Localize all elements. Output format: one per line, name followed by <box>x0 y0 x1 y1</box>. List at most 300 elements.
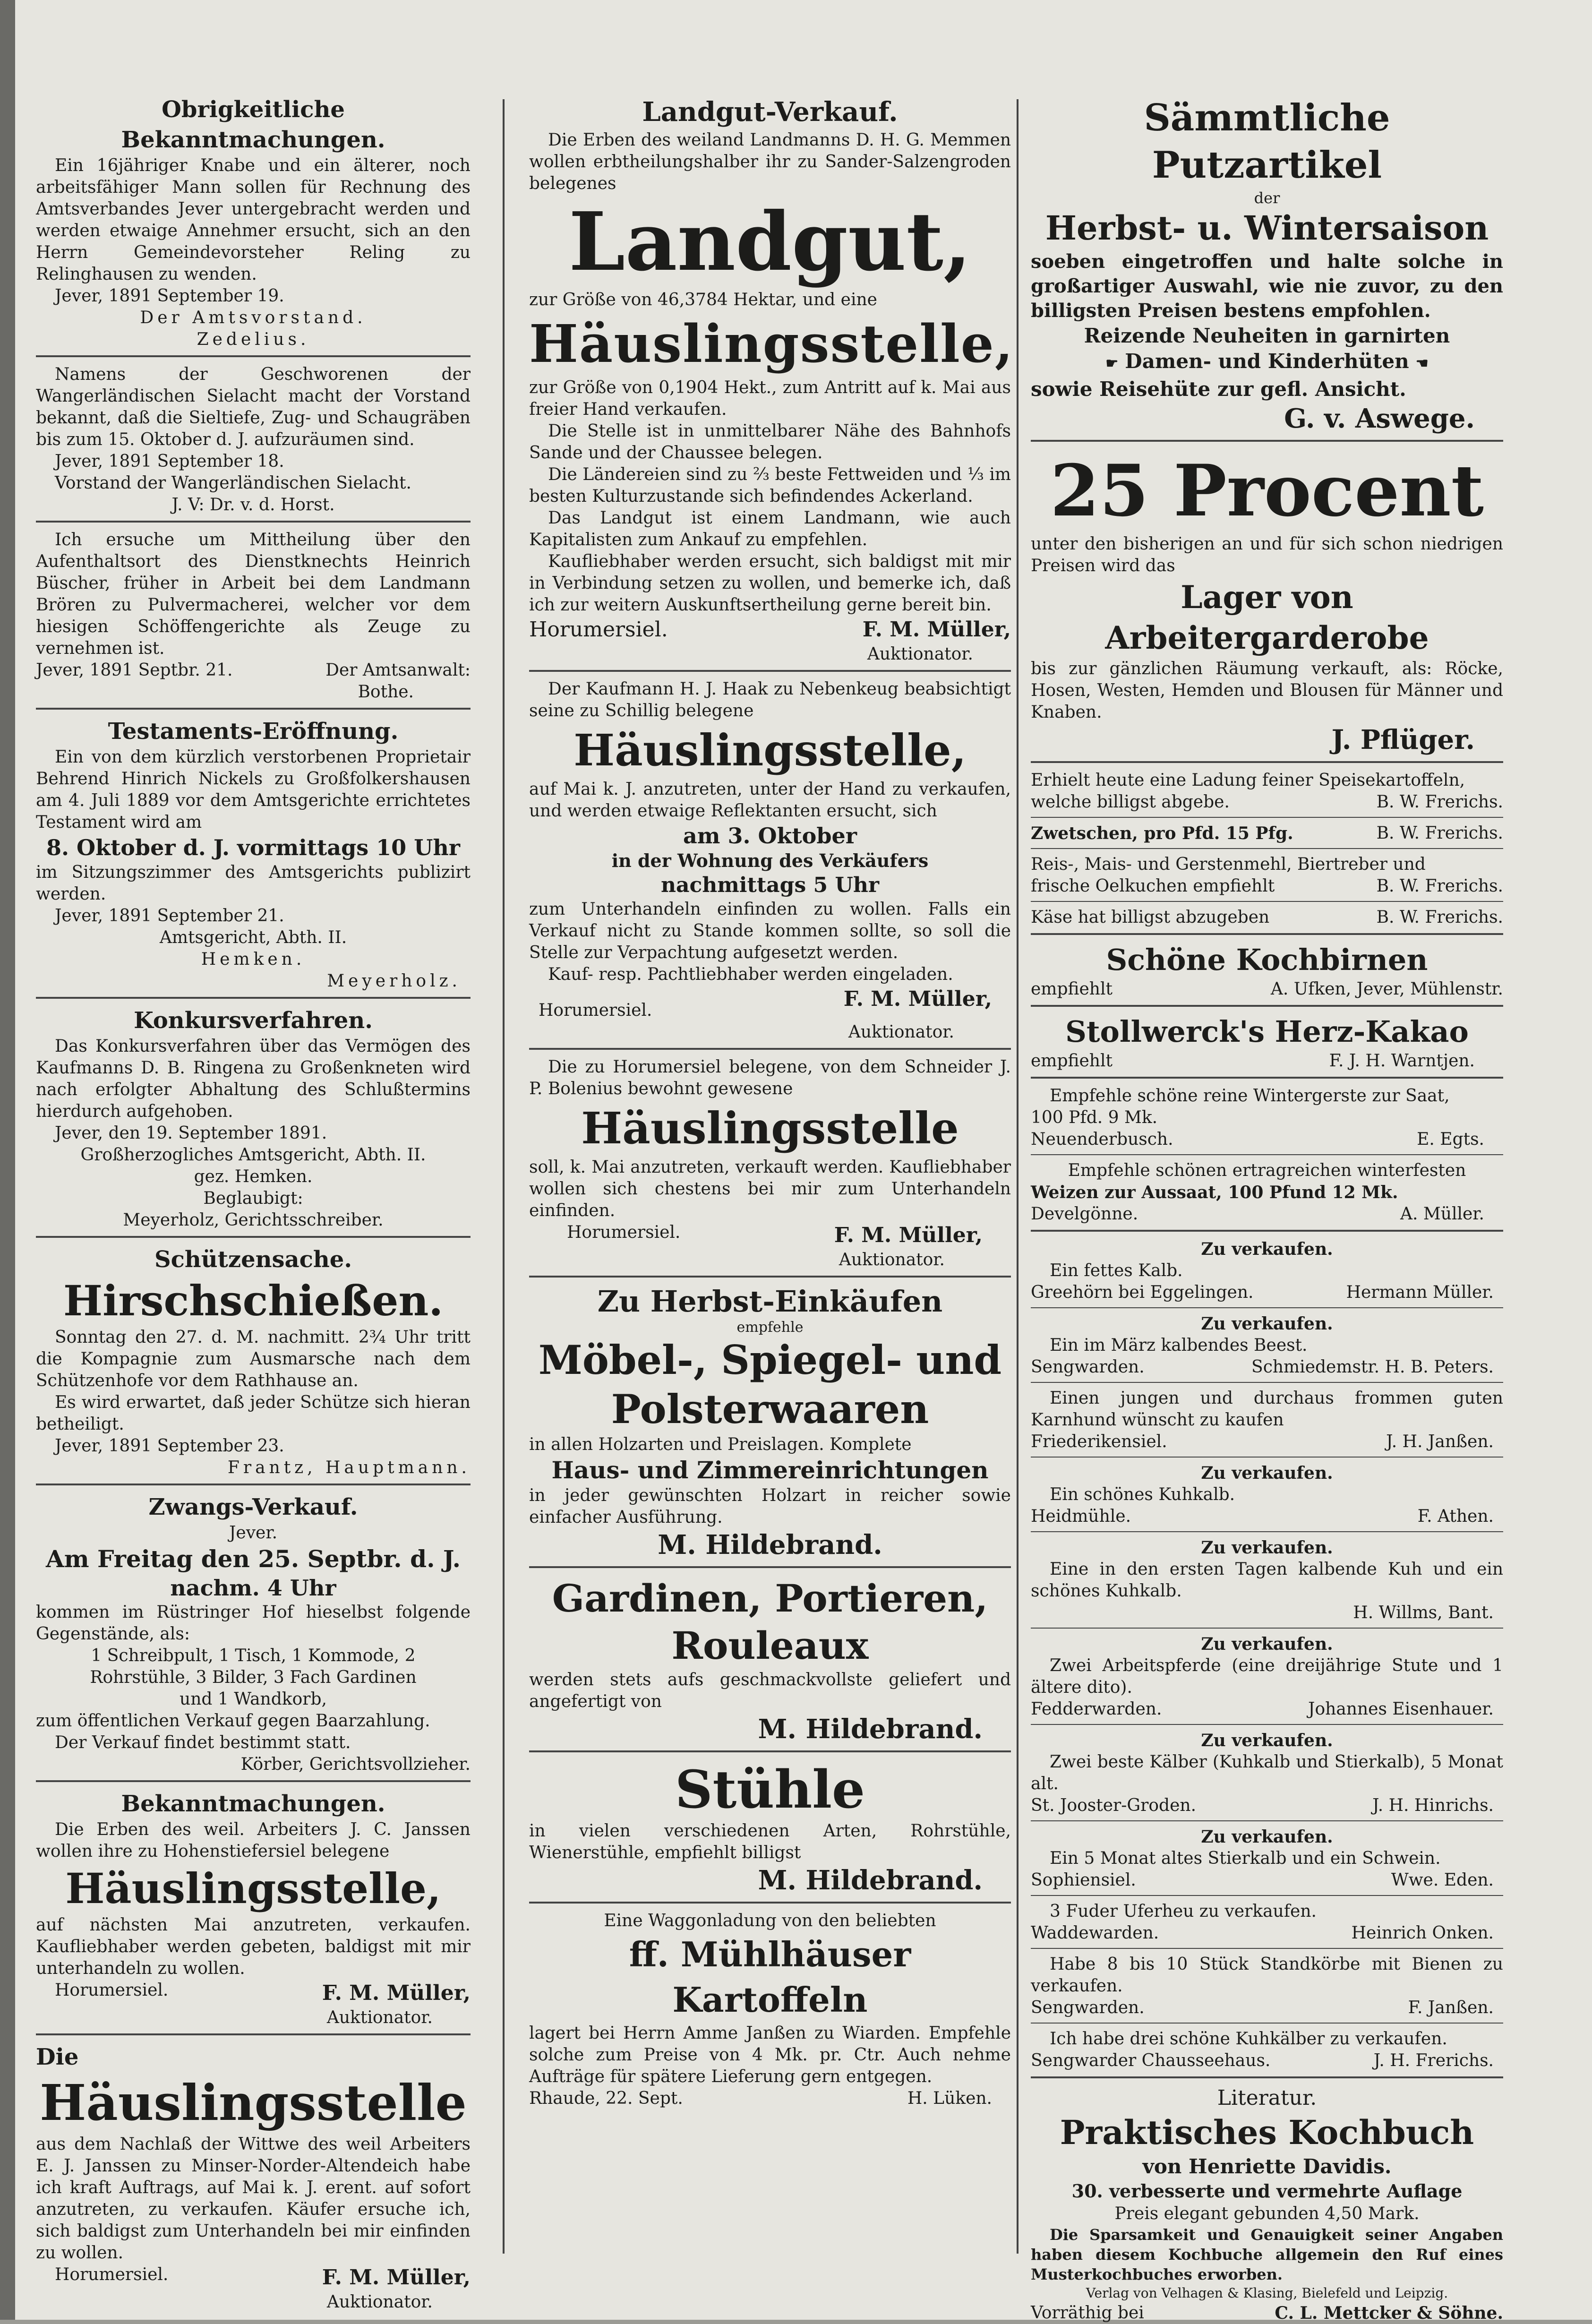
ad-line: Reizende Neuheiten in garnirten <box>1084 324 1450 347</box>
ad-signature-row <box>1031 2050 1503 2072</box>
ad-furniture <box>529 1284 1011 1561</box>
ad-date: Jever, 1891 September 21. <box>55 906 284 926</box>
ad-official-notices <box>36 94 471 351</box>
ad-text: soll, k. Mai anzutreten, verkauft werden. Kaufliebhaber wollen sich chestens bei mir zum Unterhandeln einfinden. <box>529 1158 1011 1220</box>
ad-line: sowie Reisehüte zur gefl. Ansicht. <box>1031 377 1406 401</box>
ad-text: lagert bei Herrn Amme Janßen zu Wiarden. Empfehle solche zum Preise von 4 Mk. pr. Ctr. Auch nehme Aufträge für spätere Lieferung gern entgegen. <box>529 2024 1011 2086</box>
ad-text: bis zur gänzlichen Räumung verkauft, als: Röcke, Hosen, Westen, Hemden und Blousen für Männer und Knaben. <box>1031 659 1503 722</box>
ad-items: Rohrstühle, 3 Bilder, 3 Fach Gardinen <box>90 1668 417 1687</box>
ad-title: Zu verkaufen. <box>1201 1827 1333 1847</box>
ad-curtains <box>529 1575 1011 1746</box>
list-item <box>1031 1462 1503 1527</box>
ad-cookbook <box>1031 2085 1503 2324</box>
ad-signature: F. Janßen. <box>1408 1998 1494 2017</box>
column-1 <box>36 94 471 2313</box>
ad-line: Zwetschen, pro Pfd. 15 Pfg. <box>1031 823 1293 843</box>
ad-signature-row <box>1031 978 1503 1000</box>
ad-date: am 3. Oktober <box>683 823 857 849</box>
ad-items: und 1 Wandkorb, <box>180 1689 327 1709</box>
ad-headline: Schöne Kochbirnen <box>1106 943 1428 977</box>
ad-text: werden stets aufs geschmackvollste geliefert und angefertigt von <box>529 1670 1011 1711</box>
divider <box>1031 440 1503 442</box>
ad-text: in jeder gewünschten Holzart in reicher sowie einfacher Ausführung. <box>529 1486 1011 1527</box>
ad-text: Sonntag den 27. d. M. nachmitt. 2¾ Uhr tritt die Kompagnie zum Ausmarsche nach dem Schützenhofe vor dem Rathhause an. <box>36 1328 471 1390</box>
pointing-hand-right-icon: ☛ <box>1105 355 1119 372</box>
ad-title: Konkursverfahren. <box>134 1007 373 1034</box>
ad-headline: ff. Mühlhäuser Kartoffeln <box>629 1934 911 2020</box>
ad-signature: M. Hildebrand. <box>758 1714 983 1745</box>
ad-text: kommen im Rüstringer Hof hieselbst folgende Gegenstände, als: <box>36 1603 471 1644</box>
ad-date: Jever, den 19. September 1891. <box>55 1123 327 1143</box>
ad-text: in allen Holzarten und Preislagen. Komplete <box>529 1435 912 1454</box>
ad-signature-row <box>1031 1282 1503 1303</box>
ad-line: 100 Pfd. 9 Mk. <box>1031 1108 1158 1127</box>
ad-potatoes <box>529 1910 1011 2110</box>
ad-signature-row <box>1031 1356 1503 1378</box>
divider <box>1031 1895 1503 1896</box>
ad-signature: E. Egts. <box>1417 1130 1484 1149</box>
ad-line: empfiehlt <box>1031 1051 1113 1071</box>
ad-signature: F. M. Müller, <box>862 617 1011 642</box>
ad-signature-row <box>529 1222 1011 1249</box>
divider <box>1031 1820 1503 1821</box>
ad-text: zur Größe von 46,3784 Hektar, und eine <box>529 290 877 309</box>
divider <box>529 1902 1011 1904</box>
ad-role: Auktionator. <box>326 2292 433 2312</box>
ad-signature: F. M. Müller, <box>322 1981 471 2005</box>
ad-text: unter den bisherigen an und für sich schon niedrigen Preisen wird das <box>1031 534 1503 575</box>
ad-signature-row <box>1031 1050 1503 1072</box>
ad-pears <box>1031 942 1503 1000</box>
ad-role: Auktionator. <box>848 1022 954 1042</box>
ad-line: empfiehlt <box>1031 979 1113 999</box>
ad-haak <box>529 678 1011 1043</box>
ad-signature: B. W. Frerichs. <box>1376 876 1503 896</box>
ad-headline: Praktisches Kochbuch <box>1060 2113 1474 2152</box>
ad-title: Testaments-Eröffnung. <box>108 718 399 745</box>
divider <box>1031 1724 1503 1725</box>
ad-title: Literatur. <box>1217 2086 1317 2110</box>
ad-millinery <box>1031 94 1503 435</box>
ad-signature: B. W. Frerichs. <box>1376 792 1503 812</box>
divider <box>529 1276 1011 1278</box>
ad-signature: J. V: Dr. v. d. Horst. <box>171 495 335 515</box>
divider <box>1031 933 1503 935</box>
ad-text: Das Konkursverfahren über das Vermögen des Kaufmanns D. B. Ringena zu Großenkneten wird nach erfolgter Abhaltung des Schlußtermins hierdurch aufgehoben. <box>36 1037 471 1121</box>
ad-text: zur Größe von 0,1904 Hekt., zum Antritt auf k. Mai aus freier Hand verkaufen. <box>529 378 1011 419</box>
ad-date: Jever, 1891 September 19. <box>55 286 284 306</box>
ad-bolenius <box>529 1056 1011 1271</box>
ad-text: Zwei beste Kälber (Kuhkalb und Stierkalb), 5 Monat alt. <box>1031 1752 1503 1793</box>
ad-text: aus dem Nachlaß der Wittwe des weil Arbeiters E. J. Janssen zu Minser-Norder-Altendeich habe ich kraft Auftrags, auf Mai k. J. erent. auf sofort anzutreten, zu verkaufen. Käufer ersuche ich, sich baldigst zum Unterhandeln bei mir einfinden zu wollen. <box>36 2135 471 2263</box>
ad-landgut <box>529 94 1014 665</box>
ad-line: frische Oelkuchen empfiehlt <box>1031 876 1275 896</box>
ad-shooting-club <box>36 1244 471 1479</box>
ad-text: soeben eingetroffen und halte solche in großartiger Auswahl, wie nie zuvor, zu den billigsten Preisen bestens empfohlen. <box>1031 250 1503 322</box>
ad-signature: gez. Hemken. <box>194 1167 313 1186</box>
ad-bankruptcy <box>36 1005 471 1231</box>
ad-place: Heidmühle. <box>1031 1507 1131 1526</box>
divider <box>1031 1457 1503 1458</box>
ad-cocoa <box>1031 1013 1503 1072</box>
list-item <box>1031 1730 1503 1817</box>
ad-date: Jever, 1891 September 18. <box>55 452 284 471</box>
ad-headline: Gardinen, Portieren, Rouleaux <box>552 1576 988 1668</box>
ad-signature: B. W. Frerichs. <box>1376 823 1503 843</box>
ad-place: Horumersiel. <box>529 617 668 642</box>
ad-signature: Bothe. <box>358 682 414 702</box>
ad-place: Vorräthig bei <box>1031 2303 1144 2323</box>
ad-title: Zu verkaufen. <box>1201 1731 1333 1750</box>
ad-title: Zu verkaufen. <box>1201 1239 1333 1259</box>
ad-line: Käse hat billigst abzugeben <box>1031 908 1270 927</box>
ad-signature-row <box>1031 1203 1503 1225</box>
ad-sielacht <box>36 364 471 516</box>
ad-title: Herbst- u. Wintersaison <box>1045 208 1489 248</box>
ad-title: Zu verkaufen. <box>1201 1463 1333 1483</box>
ad-text: Die Ländereien sind zu ⅔ beste Fettweiden und ⅓ im besten Kulturzustande sich befindendes Ackerland. <box>529 465 1011 506</box>
ad-text: im Sitzungszimmer des Amtsgerichts publizirt werden. <box>36 863 471 904</box>
ad-place: Sengwarden. <box>1031 1357 1145 1377</box>
ad-date: Jever, 1891 Septbr. 21. <box>36 660 233 680</box>
ad-signature-row <box>36 1980 471 2007</box>
ad-signature: B. W. Frerichs. <box>1376 908 1503 927</box>
ad-title: Zu Herbst-Einkäufen <box>597 1284 943 1319</box>
ad-place: Develgönne. <box>1031 1204 1138 1224</box>
ad-time: nachmittags 5 Uhr <box>660 873 880 897</box>
ad-sub: empfehle <box>736 1319 804 1336</box>
ad-place: Waddewarden. <box>1031 1923 1159 1943</box>
ad-headline: Stollwerck's Herz-Kakao <box>1065 1014 1469 1049</box>
ad-signature-row <box>1031 1922 1503 1944</box>
ad-signature-row <box>1031 1431 1503 1453</box>
ad-text: zum öffentlichen Verkauf gegen Baarzahlung. <box>36 1711 430 1731</box>
ad-title: Schützensache. <box>154 1246 352 1273</box>
ad-place: Friederikensiel. <box>1031 1432 1167 1451</box>
ad-text: auf nächsten Mai anzutreten, verkaufen. Kaufliebhaber werden gebeten, baldigst mit mir unterhandeln zu wollen. <box>36 1915 471 1978</box>
ad-headline: Hirschschießen. <box>63 1276 444 1325</box>
ad-signature: H. Willms, Bant. <box>1353 1603 1494 1622</box>
ad-certified: Beglaubigt: <box>203 1189 303 1208</box>
list-item <box>1031 1633 1503 1720</box>
divider <box>36 708 471 710</box>
ad-headline: Häuslingsstelle, <box>573 725 967 776</box>
ad-text: Eine in den ersten Tagen kalbende Kuh und ein schönes Kuhkalb. <box>1031 1560 1503 1601</box>
ad-testament <box>36 716 471 992</box>
ad-price: Preis elegant gebunden 4,50 Mark. <box>1114 2204 1420 2223</box>
ad-signature: M. Hildebrand. <box>658 1529 882 1561</box>
divider <box>1031 848 1503 849</box>
ad-frerichs-cheese <box>1031 907 1503 928</box>
ad-text: Die Sparsamkeit und Genauigkeit seiner Angaben haben diesem Kochbuche allgemein den Ruf eines Musterkochbuches erworben. <box>1031 2226 1503 2283</box>
ad-place: Horumersiel. <box>567 1223 681 1242</box>
ad-signature-row <box>529 2088 1011 2110</box>
ad-signature-row <box>1031 1129 1503 1150</box>
ad-edition: 30. verbesserte und vermehrte Auflage <box>1071 2180 1463 2202</box>
ad-subhead: Haus- und Zimmereinrichtungen <box>551 1456 989 1484</box>
divider <box>1031 1230 1503 1232</box>
divider <box>1031 1307 1503 1308</box>
ad-place: Greehörn bei Eggelingen. <box>1031 1283 1254 1302</box>
ad-25-percent <box>1031 448 1503 756</box>
ad-text: Der Kaufmann H. J. Haak zu Nebenkeug beabsichtigt seine zu Schillig belegene <box>529 679 1011 720</box>
ad-signature: M. Hildebrand. <box>758 1865 983 1896</box>
ad-datetime: 8. Oktober d. J. vormittags 10 Uhr <box>46 835 460 860</box>
divider <box>1031 1005 1503 1007</box>
ad-forced-sale <box>36 1492 471 1775</box>
ad-signature: F. M. Müller, <box>843 987 992 1011</box>
ad-frerichs-potatoes <box>1031 770 1503 813</box>
ad-frerichs-plums <box>1031 823 1503 844</box>
divider <box>36 1236 471 1238</box>
ad-place: Jever. <box>229 1523 278 1543</box>
ad-sub: der <box>1254 189 1280 207</box>
list-item <box>1031 1238 1503 1303</box>
ad-clerk: Meyerholz, Gerichtsschreiber. <box>123 1210 384 1230</box>
ad-line <box>1031 349 1503 377</box>
ad-signature-row <box>529 986 1011 1021</box>
ad-role: Auktionator. <box>839 1250 945 1269</box>
list-item <box>1031 1537 1503 1624</box>
ad-search-notice <box>36 529 471 703</box>
ad-headline: 25 Procent <box>1050 449 1484 532</box>
ad-place: Sengwarden. <box>1031 1998 1145 2017</box>
column-2 <box>529 94 1014 2110</box>
divider <box>36 1780 471 1782</box>
ad-haeuslingsstelle <box>36 2042 471 2313</box>
ad-text: Ein im März kalbendes Beest. <box>1050 1336 1308 1355</box>
ad-title: Obrigkeitliche Bekanntmachungen. <box>121 96 385 153</box>
ad-signature-row <box>1031 1506 1503 1527</box>
ad-text: Eine Waggonladung von den beliebten <box>604 1911 936 1930</box>
divider <box>36 355 471 357</box>
ad-title: Zu verkaufen. <box>1201 1634 1333 1654</box>
pointing-hand-left-icon: ☚ <box>1415 355 1429 372</box>
divider <box>529 1750 1011 1752</box>
divider <box>1031 901 1503 902</box>
ad-headline: Häuslingsstelle <box>40 2074 467 2132</box>
ad-signature: Körber, Gerichtsvollzieher. <box>240 1755 471 1774</box>
list-item <box>1031 1954 1503 2019</box>
ad-wheat <box>1031 1160 1503 1225</box>
ad-publisher: Verlag von Velhagen & Klasing, Bielefeld und Leipzig. <box>1086 2285 1448 2301</box>
ad-signature-row <box>1031 1795 1503 1817</box>
ad-signature: A. Müller. <box>1400 1204 1484 1224</box>
divider <box>529 670 1011 672</box>
ad-signature: Meyerholz. <box>327 971 461 991</box>
list-item <box>1031 2028 1503 2072</box>
ad-title: Landgut-Verkauf. <box>642 96 898 128</box>
divider <box>1031 1948 1503 1949</box>
ad-signature-row <box>36 2264 471 2291</box>
ad-signature: H. Lüken. <box>907 2089 992 2108</box>
list-item <box>1031 1901 1503 1944</box>
ad-datetime: Am Freitag den 25. Septbr. d. J. <box>45 1545 461 1573</box>
ad-org: Amtsgericht, Abth. II. <box>159 928 347 947</box>
ad-text: Habe 8 bis 10 Stück Standkörbe mit Bienen zu verkaufen. <box>1031 1955 1503 1996</box>
ad-signature: J. Pflüger. <box>1331 724 1475 755</box>
ad-headline: Häuslingsstelle <box>581 1103 959 1154</box>
divider <box>1031 2076 1503 2078</box>
ad-line: Empfehle schöne reine Wintergerste zur Saat, <box>1050 1086 1450 1106</box>
list-item <box>1031 1313 1503 1378</box>
ad-line: Reis-, Mais- und Gerstenmehl, Biertreber und <box>1031 855 1426 874</box>
sales-list <box>1031 1238 1503 2072</box>
ad-text: Die Erben des weil. Arbeiters J. C. Janssen wollen ihre zu Hohenstiefersiel belegene <box>36 1820 471 1861</box>
ad-text: Einen jungen und durchaus frommen guten Karnhund wünscht zu kaufen <box>1031 1389 1503 1430</box>
ad-signature-row <box>1031 1698 1503 1720</box>
ad-place: Horumersiel. <box>539 1001 652 1020</box>
divider <box>1031 1628 1503 1629</box>
ad-text: Ein schönes Kuhkalb. <box>1050 1485 1235 1504</box>
divider <box>36 521 471 523</box>
ad-headline: Möbel-, Spiegel- und Polsterwaaren <box>538 1337 1002 1432</box>
ad-line: Empfehle schönen ertragreichen winterfesten <box>1068 1161 1466 1180</box>
ad-place: Neuenderbusch. <box>1031 1130 1173 1149</box>
ad-org: Vorstand der Wangerländischen Sielacht. <box>55 473 411 493</box>
ad-signature: Wwe. Eden. <box>1391 1870 1494 1890</box>
ad-role: Auktionator. <box>326 2008 433 2027</box>
ad-text: Zwei Arbeitspferde (eine dreijährige Stute und 1 ältere dito). <box>1031 1656 1503 1697</box>
ad-signature: F. J. H. Warntjen. <box>1329 1051 1475 1071</box>
ad-time: nachm. 4 Uhr <box>170 1575 336 1601</box>
divider <box>529 1048 1011 1050</box>
ad-headline: Häuslingsstelle, <box>65 1864 441 1913</box>
ad-org: Der Amtsvorstand. <box>140 308 367 327</box>
ad-role: Auktionator. <box>867 644 973 664</box>
ad-signature: F. M. Müller, <box>834 1223 983 1247</box>
divider <box>1031 817 1503 818</box>
divider <box>1031 1531 1503 1532</box>
column-3 <box>1031 94 1503 2324</box>
ad-org: Großherzogliches Amtsgericht, Abth. II. <box>80 1145 426 1165</box>
list-item <box>1031 1826 1503 1891</box>
ad-barley <box>1031 1085 1503 1150</box>
ad-signature: F. Athen. <box>1417 1507 1494 1526</box>
ad-signature: J. H. Frerichs. <box>1373 2051 1494 2070</box>
ad-where: in der Wohnung des Verkäufers <box>611 850 929 871</box>
ad-signature-row <box>1031 875 1503 897</box>
ad-text: Kaufliebhaber werden ersucht, sich baldigst mit mir in Verbindung setzen zu wollen, und bemerke ich, daß ich zur weitern Auskunftsertheilung gerne bereit bin. <box>529 552 1011 615</box>
ad-signature: Frantz, Hauptmann. <box>227 1458 471 1477</box>
ad-place: Fedderwarden. <box>1031 1699 1162 1719</box>
ad-frerichs-flour <box>1031 854 1503 897</box>
divider <box>36 2033 471 2035</box>
ad-headline: Landgut, <box>568 195 972 289</box>
ad-signature: Johannes Eisenhauer. <box>1308 1699 1494 1719</box>
ad-text: Der Verkauf findet bestimmt statt. <box>55 1733 351 1752</box>
ad-place: Sophiensiel. <box>1031 1870 1136 1890</box>
ad-text: Die zu Horumersiel belegene, von dem Schneider J. P. Bolenius bewohnt gewesene <box>529 1057 1011 1098</box>
ad-signature: Zedelius. <box>197 330 310 349</box>
ad-signature: J. H. Hinrichs. <box>1372 1796 1494 1815</box>
newspaper-page <box>15 0 1592 2323</box>
ad-signature-row <box>529 616 1011 643</box>
ad-role: Der Amtsanwalt: <box>325 660 471 680</box>
ad-signature: Hermann Müller. <box>1346 1283 1494 1302</box>
ad-text: Namens der Geschworenen der Wangerländischen Sielacht macht der Vorstand bekannt, daß die Sieltiefe, Zug- und Schaugräben bis zum 15. Oktober d. J. aufzuräumen sind. <box>36 365 471 449</box>
divider <box>36 997 471 999</box>
ad-signature: A. Ufken, Jever, Mühlenstr. <box>1270 979 1503 999</box>
ad-items: 1 Schreibpult, 1 Tisch, 1 Kommode, 2 <box>91 1646 416 1665</box>
ad-line: welche billigst abgebe. <box>1031 792 1230 812</box>
divider <box>36 1484 471 1485</box>
divider <box>1031 2023 1503 2024</box>
ad-text: Ein 5 Monat altes Stierkalb und ein Schwein. <box>1050 1849 1441 1868</box>
column-rule-2 <box>1017 99 1019 2254</box>
ad-signature: Hemken. <box>201 950 306 969</box>
ad-signature-row <box>1031 1869 1503 1891</box>
ad-text: Die Erben des weiland Landmanns D. H. G. Memmen wollen erbtheilungshalber ihr zu Sander-Salzengroden belegenes <box>529 130 1011 193</box>
column-rule-1 <box>503 99 505 2254</box>
divider <box>1031 1077 1503 1079</box>
ad-title: Sämmtliche Putzartikel <box>1144 96 1390 187</box>
ad-text: Das Landgut ist einem Landmann, wie auch Kapitalisten zum Ankauf zu empfehlen. <box>529 508 1011 549</box>
ad-place: Horumersiel. <box>55 1981 169 2000</box>
ad-signature: C. L. Mettcker & Söhne. <box>1275 2303 1503 2323</box>
ad-text: Die Stelle ist in unmittelbarer Nähe des Bahnhofs Sande und der Chaussee belegen. <box>529 421 1011 463</box>
ad-title: Zu verkaufen. <box>1201 1538 1333 1558</box>
ad-title: Zwangs-Verkauf. <box>148 1494 358 1520</box>
ad-text: Kauf- resp. Pachtliebhaber werden eingeladen. <box>548 965 953 984</box>
page-binding-edge <box>0 0 15 2320</box>
divider <box>1031 761 1503 763</box>
list-item <box>1031 1388 1503 1453</box>
ad-text: in vielen verschiedenen Arten, Rohrstühle, Wienerstühle, empfiehlt billigst <box>529 1821 1011 1862</box>
ad-headline: Häuslingsstelle, <box>529 313 1014 374</box>
ad-line-text: Damen- und Kinderhüten <box>1125 350 1409 373</box>
ad-date: Jever, 1891 September 23. <box>55 1436 284 1456</box>
ad-text: Ich ersuche um Mittheilung über den Aufenthaltsort des Dienstknechts Heinrich Büscher, früher in Arbeit bei dem Landmann Brören zu Pulvermacherei, welcher vor dem hiesigen Schöffengerichte als Zeuge zu vernehmen ist. <box>36 530 471 658</box>
ad-signature-row <box>1031 791 1503 813</box>
ad-text: Ein fettes Kalb. <box>1050 1261 1183 1280</box>
ad-line: Weizen zur Aussaat, 100 Pfund 12 Mk. <box>1031 1183 1398 1202</box>
ad-text: Ein 16jähriger Knabe und ein älterer, noch arbeitsfähiger Mann sollen für Rechnung des Amtsverbandes Jever untergebracht werden und werden etwaige Annehmer ersucht, sich an den Herrn Gemeindevorsteher Reling zu Relinghausen zu wenden. <box>36 156 471 284</box>
ad-author: von Henriette Davidis. <box>1142 2155 1392 2178</box>
ad-notices-janssen <box>36 1789 471 2029</box>
ad-place: St. Jooster-Groden. <box>1031 1796 1197 1815</box>
ad-signature: F. M. Müller, <box>322 2265 471 2290</box>
ad-line: Erhielt heute eine Ladung feiner Speisekartoffeln, <box>1031 771 1465 790</box>
divider <box>1031 1382 1503 1383</box>
ad-signature: Schmiedemstr. H. B. Peters. <box>1251 1357 1494 1377</box>
ad-headline: Stühle <box>675 1759 865 1820</box>
ad-signature-row <box>1031 1602 1503 1624</box>
divider <box>529 1566 1011 1568</box>
ad-signature-row <box>1031 1997 1503 2019</box>
ad-text: Es wird erwartet, daß jeder Schütze sich hieran betheiligt. <box>36 1393 471 1434</box>
ad-signature: G. v. Aswege. <box>1284 403 1475 434</box>
ad-date-row <box>36 660 471 681</box>
ad-signature: J. H. Janßen. <box>1386 1432 1494 1451</box>
ad-pre: Die <box>36 2044 79 2070</box>
ad-text: Ein von dem kürzlich verstorbenen Proprietair Behrend Hinrich Nickels zu Großfolkershausen am 4. Juli 1889 vor dem Amtsgerichte errichtetes Testament wird am <box>36 747 471 832</box>
divider <box>1031 1154 1503 1155</box>
ad-text: auf Mai k. J. anzutreten, unter der Hand zu verkaufen, und werden etwaige Reflektanten ersucht, sich <box>529 780 1011 821</box>
ad-title: Zu verkaufen. <box>1201 1314 1333 1334</box>
ad-place: Rhaude, 22. Sept. <box>529 2089 683 2108</box>
ad-signature-row <box>1031 2302 1503 2324</box>
ad-place: Horumersiel. <box>55 2265 169 2284</box>
ad-place: Sengwarder Chausseehaus. <box>1031 2051 1271 2070</box>
ad-chairs <box>529 1759 1011 1897</box>
ad-text: zum Unterhandeln einfinden zu wollen. Falls ein Verkauf nicht zu Stande kommen sollte, so soll die Stelle zur Verpachtung aufgesetzt werden. <box>529 900 1011 962</box>
ad-signature: Heinrich Onken. <box>1351 1923 1494 1943</box>
ad-text: 3 Fuder Uferheu zu verkaufen. <box>1050 1902 1317 1921</box>
ad-text: Ich habe drei schöne Kuhkälber zu verkaufen. <box>1050 2029 1447 2049</box>
ad-title: Lager von Arbeitergarderobe <box>1105 579 1429 656</box>
ad-title: Bekanntmachungen. <box>121 1791 385 1817</box>
